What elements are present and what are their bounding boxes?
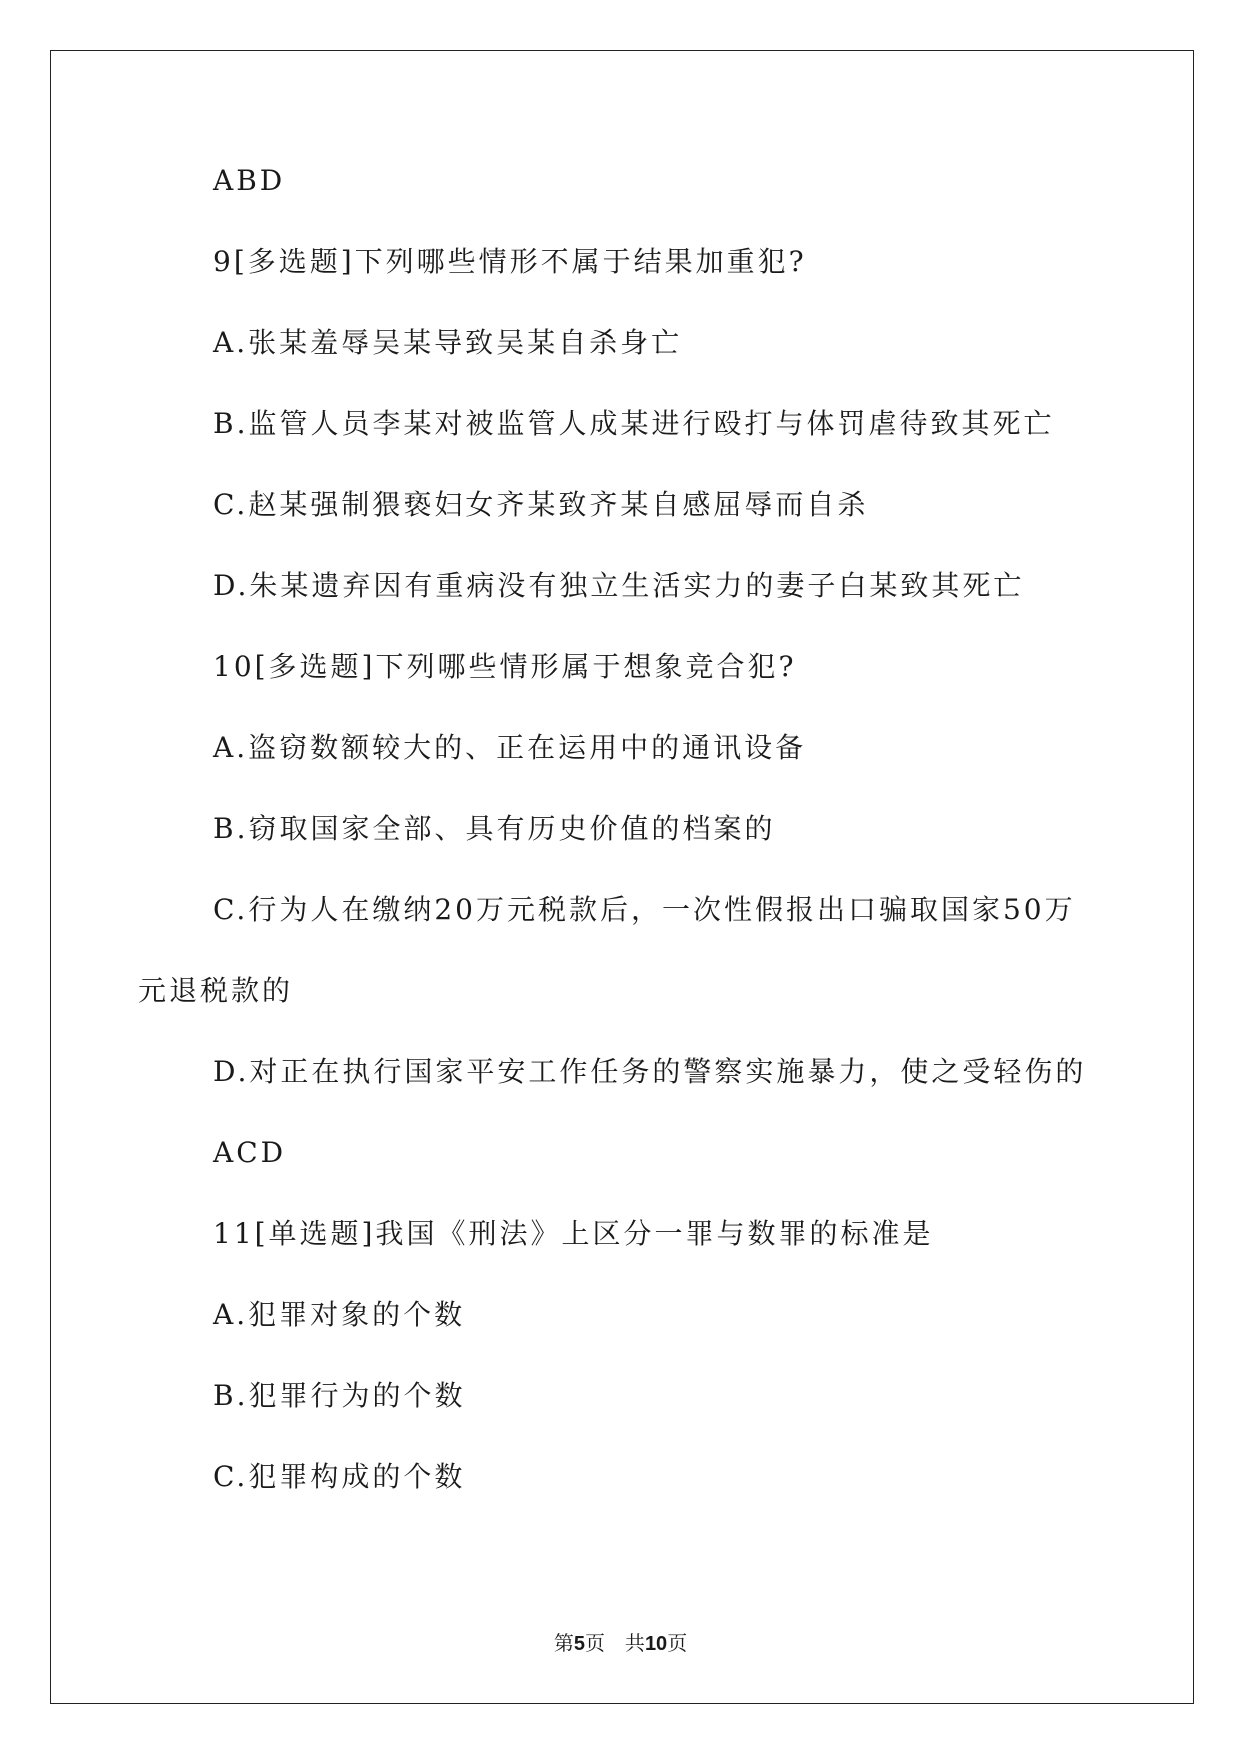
question-10: 10[多选题]下列哪些情形属于想象竞合犯? — [213, 650, 797, 683]
footer-suffix: 页 — [667, 1631, 688, 1655]
question-10-option-a: A.盗窃数额较大的、正在运用中的通讯设备 — [213, 731, 807, 764]
question-10-option-b: B.窃取国家全部、具有历史价值的档案的 — [213, 812, 776, 845]
question-11-option-a: A.犯罪对象的个数 — [213, 1298, 466, 1331]
question-9-option-d: D.朱某遗弃因有重病没有独立生活实力的妻子白某致其死亡 — [213, 569, 1025, 602]
answer-8: ABD — [213, 164, 286, 197]
question-11-option-b: B.犯罪行为的个数 — [213, 1379, 466, 1412]
footer-total-pages: 10 — [644, 1633, 668, 1655]
document-body — [138, 164, 1093, 1542]
question-10-option-c-continued: 元退税款的 — [138, 974, 294, 1007]
question-10-option-d: D.对正在执行国家平安工作任务的警察实施暴力，使之受轻伤的 — [213, 1055, 1087, 1088]
question-10-option-c: C.行为人在缴纳20万元税款后，一次性假报出口骗取国家50万 — [213, 893, 1076, 926]
footer-mid: 页 共 — [584, 1631, 645, 1655]
answer-10: ACD — [213, 1136, 287, 1169]
question-9-option-b: B.监管人员李某对被监管人成某进行殴打与体罚虐待致其死亡 — [213, 407, 1055, 440]
footer-prefix: 第 — [553, 1631, 574, 1655]
footer-page-number: 5 — [573, 1633, 585, 1655]
question-9-option-a: A.张某羞辱吴某导致吴某自杀身亡 — [213, 326, 683, 359]
page-footer — [0, 1631, 1241, 1656]
question-9-option-c: C.赵某强制猥亵妇女齐某致齐某自感屈辱而自杀 — [213, 488, 869, 521]
question-9: 9[多选题]下列哪些情形不属于结果加重犯? — [213, 245, 807, 278]
question-11-option-c: C.犯罪构成的个数 — [213, 1460, 466, 1493]
question-11: 11[单选题]我国《刑法》上区分一罪与数罪的标准是 — [213, 1217, 934, 1250]
